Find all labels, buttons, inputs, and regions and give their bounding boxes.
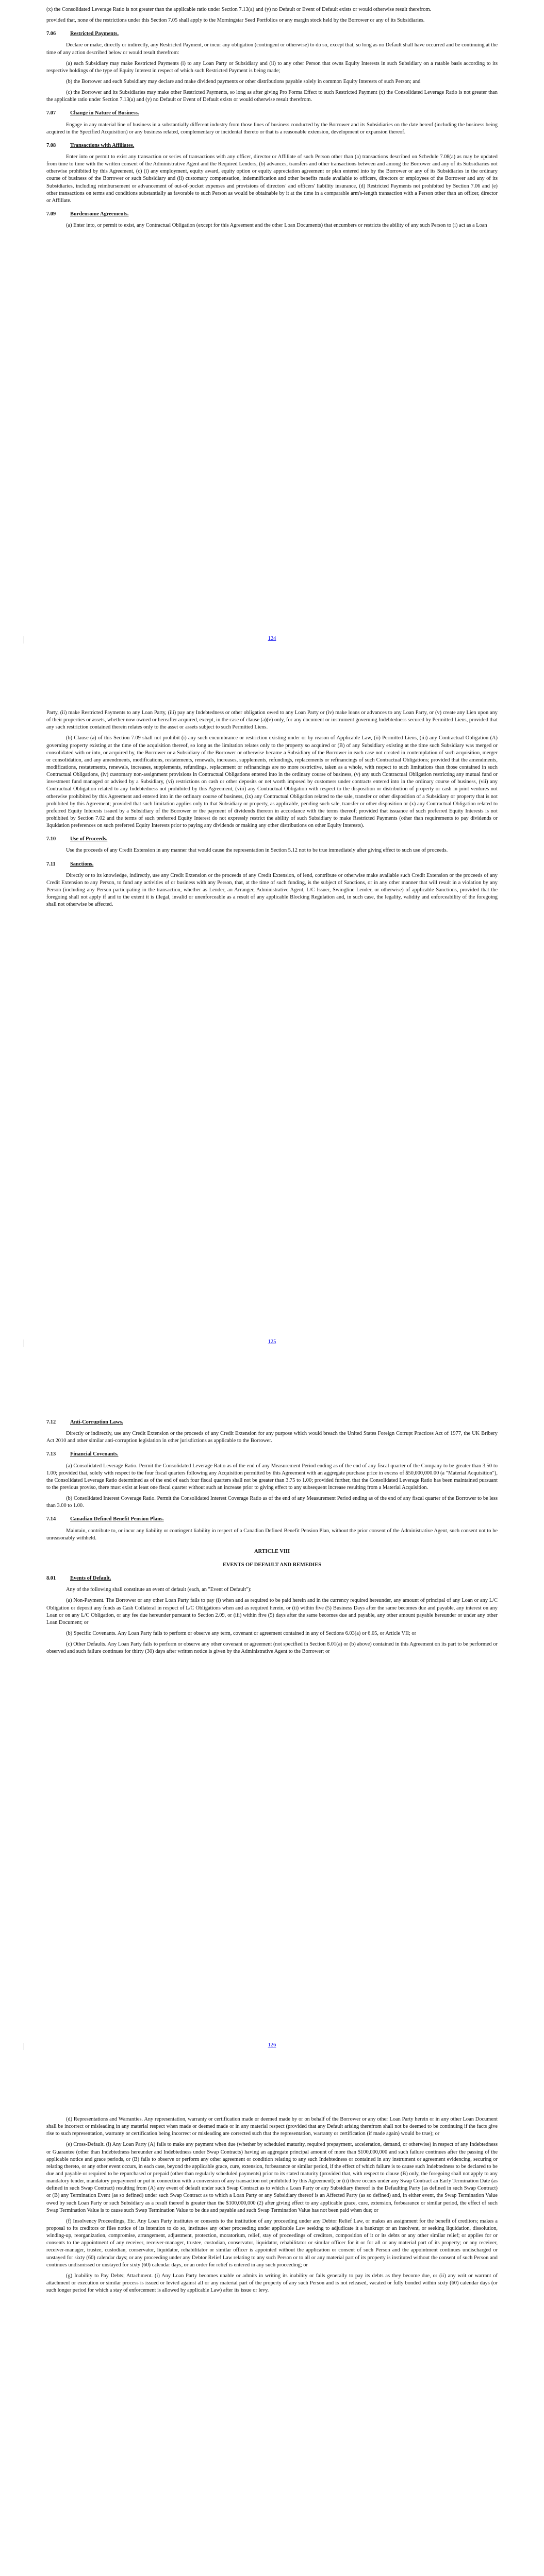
paragraph: (f) Insolvency Proceedings, Etc. Any Loan Party institutes or consents to the institution of any proceeding under any Debtor Relief Law, or makes an assignment for the benefit of creditors; makes a proposal to its creditors or files notice of its intention to do so, institutes any other proceeding under applicable Law seeking to adjudicate it a bankrupt or an insolvent, or seeking liquidation, dissolution, winding-up, reorganization, compromise, arrangement, adjustment, protection, moratorium, relief, stay of proceedings of creditors, composition of it or its debts or any other similar relief; or applies for or consents to the appointment of any receiver, receiver-manager, trustee, custodian, conservator, liquidator, rehabilitator or similar officer for it or for all or any material part of its property; or any receiver, receiver-manager, trustee, custodian, conservator, liquidator, rehabilitator or similar officer is appointed without the application or consent of such Person and the appointment continues undischarged or unstayed for sixty (60) calendar days; or any proceeding under any Debtor Relief Law relating to any such Person or to all or any material part of its property is instituted without the consent of such Person and continues undismissed or unstayed for sixty (60) calendar days, or an order for relief is entered in any such proceeding; or — [46, 2218, 498, 2268]
section-title: Use of Proceeds. — [70, 836, 108, 842]
section-title: Anti-Corruption Laws. — [70, 1419, 123, 1425]
paragraph: Use the proceeds of any Credit Extension in any manner that would cause the representation in Section 5.12 not to be true immediately after giving effect to such use of proceeds. — [66, 848, 448, 854]
section-title: Events of Default. — [70, 1575, 111, 1582]
section-number: 7.10 — [46, 836, 56, 842]
section-number: 7.14 — [46, 1516, 56, 1522]
section-heading-7-11 — [46, 861, 498, 868]
section-number: 7.07 — [46, 110, 56, 116]
page-124 — [0, 0, 544, 703]
paragraph: (x) the Consolidated Leverage Ratio is not greater than the applicable ratio under Section 7.13(a) and (y) no Default or Event of Default exists or would otherwise result therefrom. — [46, 7, 432, 12]
section-heading-7-13 — [46, 1451, 498, 1458]
paragraph: (e) Cross-Default. (i) Any Loan Party (A) fails to make any payment when due (whether by scheduled maturity, required prepayment, acceleration, demand, or otherwise) in respect of any Indebtedness or Guarantee (other than Indebtedness hereunder and Indebtedness under Swap Contracts) having an aggregate principal amount of more than $100,000,000 and such failure continues after the passing of the applicable notice and grace periods, or (B) fails to observe or perform any other agreement or condition relating to any such Indebtedness or contained in any instrument or agreement evidencing, securing or relating thereto, or any other event occurs, in each case, beyond the applicable grace, cure, extension, forbearance or similar period, if the effect of which failure is to cause such Indebtedness to be declared to be due and payable or required to be repurchased or prepaid (other than regularly scheduled payments) prior to its stated maturity (provided that, with respect to clause (B) only, the foregoing shall not apply to any mandatory tender, mandatory prepayment or put in connection with a conversion of any transaction not prohibited by this Agreement); or (ii) there occurs under any Swap Contract an Early Termination Date (as defined in such Swap Contract) resulting from (A) any event of default under such Swap Contract as to which a Loan Party or any Subsidiary thereof is the Defaulting Party (as defined in such Swap Contract) or (B) any Termination Event (as so defined) under such Swap Contract as to which a Loan Party or any Subsidiary thereof is an Affected Party (as so defined) and, in either event, the Swap Termination Value owed by such Loan Party or such Subsidiary as a result thereof is greater than the $100,000,000 (2) after giving effect to any applicable grace, cure, extension, forbearance or similar period, the effect of such Swap Termination Value is to cause such Swap Termination Value to be due and payable and such Swap Termination Value has not been paid when due; or — [46, 2142, 498, 2213]
page-footer — [0, 2042, 544, 2049]
page-number-link[interactable]: 125 — [268, 1338, 276, 1345]
paragraph: Engage in any material line of business in a substantially different industry from those lines of business conducted by the Borrower and its Subsidiaries on the date hereof (including the business being acquired in the Specified Acquisition) or any business related, complementary or incidental thereto or that is a reasonable extension, development or expansion thereof. — [46, 122, 498, 135]
section-title: Financial Covenants. — [70, 1451, 119, 1458]
page-126 — [0, 1406, 544, 2110]
section-number: 7.09 — [46, 211, 56, 217]
section-heading-7-06 — [46, 30, 498, 38]
paragraph: (b) Clause (a) of this Section 7.09 shall not prohibit (i) any such encumbrance or restriction existing under or by reason of Applicable Law, (ii) Permitted Liens, (iii) any Contractual Obligation (A) governing property existing at the time of the acquisition thereof, so long as the limitation relates only to the property so acquired or (B) of any Subsidiary existing at the time such Subsidiary was merged or consolidated with or into, or acquired by, the Borrower or a Subsidiary of the Borrower or otherwise became a Subsidiary of the Borrower in each case not created in contemplation of such acquisition, merger or consolidation, and any amendments, modifications, restatements, renewals, increases, supplements, refundings, replacements or refinancings of such Contractual Obligations; provided that the amendments, modifications, restatements, renewals, increases, supplements, refundings, replacement or refinancings are no more restrictive, taken as a whole, with respect to such limitations than those contained in such Contractual Obligations, (iv) customary non-assignment provisions in Contractual Obligations entered into in the ordinary course of business, (v) any such Contractual Obligation restricting any mutual fund or investment fund managed or advised by a Subsidiary, (vi) restrictions on cash or other deposits or net worth imposed by customers under contracts entered into in the ordinary course of business, (vii) any Contractual Obligation related to any Indebtedness not prohibited by this Agreement, (viii) any Contractual Obligation with respect to the disposition or distribution of property or cash in joint ventures not otherwise prohibited by this Agreement and entered into in the ordinary course of business, (ix) any Contractual Obligation related to the sale, transfer or other disposition of a Subsidiary or property that is not prohibited by this Agreement; provided that such limitation applies only to that Subsidiary or property, as applicable, pending such sale, transfer or other disposition or (x) any Contractual Obligation related to preferred Equity Interests issued by a Subsidiary of the Borrower or the payment of dividends thereon in accordance with the terms thereof; provided that issuance of such preferred Equity Interests is not prohibited by Section 7.02 and the terms of such preferred Equity Interest do not expressly restrict the ability of such Subsidiary to make Restricted Payments (other than requirements to pay dividends or liquidation preferences on such preferred Equity Interests prior to paying any dividends or making any other distributions on other Equity Interests). — [46, 735, 498, 829]
section-number: 7.06 — [46, 31, 56, 37]
paragraph: (a) Consolidated Leverage Ratio. Permit the Consolidated Leverage Ratio as of the end of any Measurement Period ending as of the end of any fiscal quarter of the Company to be greater than 3.50 to 1.00; provided that, solely with respect to the four fiscal quarters following any Acquisition permitted by this Agreement with an aggregate purchase price in excess of $50,000,000.00 (a "Material Acquisition"), the Consolidated Leverage Ratio determined as of the end of each four fiscal quarters shall not be greater than 3.75 to 1.00; provided further, that the Consolidated Leverage Ratio has been maintained pursuant to the previous proviso, there must exist at least one fiscal quarter without such an increase prior to giving effect to any subsequent increase resulting from a Material Acquisition. — [46, 1463, 498, 1490]
section-heading-7-14 — [46, 1516, 498, 1523]
paragraph: Directly or indirectly, use any Credit Extension or the proceeds of any Credit Extension for any purpose which would breach the United States Foreign Corrupt Practices Act of 1977, the UK Bribery Act 2010 and other similar anti-corruption legislation in other jurisdictions as applicable to the Borrower. — [46, 1431, 498, 1444]
section-title: Burdensome Agreements. — [70, 211, 129, 217]
paragraph: (b) Consolidated Interest Coverage Ratio. Permit the Consolidated Interest Coverage Ratio as of the end of any Measurement Period ending as of the end of any fiscal quarter of the Borrower to be less than 3.00 to 1.00. — [46, 1496, 498, 1509]
paragraph: (c) Other Defaults. Any Loan Party fails to perform or observe any other covenant or agreement (not specified in Section 8.01(a) or (b) above) contained in this Agreement on its part to be performed or observed and such failure continues for thirty (30) days after written notice is given by the Administrative Agent to the Borrower; or — [46, 1641, 498, 1655]
article-label: ARTICLE VIII — [254, 1548, 290, 1554]
paragraph: (c) the Borrower and its Subsidiaries may make other Restricted Payments, so long as after giving Pro Forma Effect to such Restricted Payment (x) the Consolidated Leverage Ratio is not greater than the applicable ratio under Section 7.13(a) and (y) no Default or Event of Default exists or would otherwise result therefrom. — [46, 90, 498, 103]
section-number: 7.13 — [46, 1451, 56, 1458]
page-number-link[interactable]: 124 — [268, 635, 276, 641]
section-heading-7-07 — [46, 110, 498, 117]
section-number: 8.01 — [46, 1575, 56, 1582]
paragraph: Enter into or permit to exist any transaction or series of transactions with any officer, director or Affiliate of such Person other than (a) transactions described on Schedule 7.08(a) as may be updated from time to time with the written consent of the Administrative Agent and the Required Lenders, (b) advances, transfers and other transactions between and among the Borrower and any of its Subsidiaries not otherwise prohibited by this Agreement, (c) (i) any employment, equity award, equity option or equity appreciation agreement or plan entered into by the Borrower or any of its Subsidiaries in the ordinary course of business of the Borrower or such Subsidiary and (ii) customary compensation, indemnification and other benefits made available to officers, directors or employees of the Borrower and any of its Subsidiaries, including reimbursement or advancement of out-of-pocket expenses and provisions of directors' and officers' liability insurance, (d) Restricted Payments not prohibited by Section 7.06 and (e) other transactions on terms and conditions substantially as favorable to such Person as would be obtainable by it at the time in a comparable arm's-length transaction with a Person other than an officer, director or Affiliate. — [46, 154, 498, 204]
paragraph: Party, (ii) make Restricted Payments to any Loan Party, (iii) pay any Indebtedness or other obligation owed to any Loan Party or (iv) make loans or advances to any Loan Party, or (v) create any Lien upon any of their properties or assets, whether now owned or hereafter acquired, except, in the case of clause (a)(v) only, for any document or instrument governing Indebtedness secured by Permitted Liens, provided that any such restriction contained therein relates only to the asset or assets subject to such Permitted Liens. — [46, 710, 498, 731]
section-heading-7-12 — [46, 1419, 498, 1426]
section-heading-8-01 — [46, 1575, 498, 1582]
section-title: Change in Nature of Business. — [70, 110, 139, 116]
paragraph: (b) Specific Covenants. Any Loan Party fails to perform or observe any term, covenant or agreement contained in any of Sections 6.03(a) or 6.05, or Article VII; or — [66, 1630, 417, 1636]
section-heading-7-08 — [46, 142, 498, 149]
paragraph: (g) Inability to Pay Debts; Attachment. (i) Any Loan Party becomes unable or admits in writing its inability or fails generally to pay its debts as they become due, or (ii) any writ or warrant of attachment or execution or similar process is issued or levied against all or any material part of the property of any such Person and is not released, vacated or fully bonded within sixty (60) calendar days (or such longer period for which a stay of enforcement is allowed by applicable Law) after its issue or levy. — [46, 2273, 498, 2294]
section-number: 7.12 — [46, 1419, 56, 1425]
page-footer — [0, 635, 544, 642]
section-heading-7-09 — [46, 211, 498, 218]
paragraph: (b) the Borrower and each Subsidiary may declare and make dividend payments or other distributions payable solely in common Equity Interests of such Person; and — [66, 78, 421, 84]
section-title: Sanctions. — [70, 861, 94, 867]
article-title: EVENTS OF DEFAULT AND REMEDIES — [222, 1562, 322, 1568]
section-title: Transactions with Affiliates. — [70, 142, 135, 148]
section-heading-7-10 — [46, 836, 498, 843]
paragraph: (a) Enter into, or permit to exist, any Contractual Obligation (except for this Agreement and the other Loan Documents) that encumbers or restricts the ability of any such Person to (i) act as a Loan — [66, 223, 487, 229]
paragraph: (d) Representations and Warranties. Any representation, warranty or certification made or deemed made by or on behalf of the Borrower or any other Loan Party herein or in any other Loan Document shall be incorrect or misleading in any material respect when made or deemed made or in any material respect (provided that any Default arising therefrom shall not be deemed to be continuing if the facts give rise to such representation, warranty or certification being incorrect or misleading are corrected such that the representation, warranty or certification (if made again) would be true); or — [46, 2116, 498, 2137]
page-number-link[interactable]: 126 — [268, 2042, 276, 2048]
paragraph: (a) each Subsidiary may make Restricted Payments (i) to any Loan Party or Subsidiary and (ii) to any other Person that owns Equity Interests in such Subsidiary on a ratable basis according to its respective holdings of the type of Equity Interest in respect of which such Restricted Payment is being made; — [46, 60, 498, 74]
section-number: 7.11 — [46, 861, 56, 867]
paragraph: Directly or to its knowledge, indirectly, use any Credit Extension or the proceeds of any Credit Extension, of lend, contribute or otherwise make available such Credit Extension or the proceeds of any Credit Extension to any Person, to fund any activities of or business with any Person, that, at the time of such funding, is the subject of Sanctions, or in any other manner that will result in a violation by any Person (including any Person participating in the transaction, whether as Lender, an Arranger, Administrative Agent, L/C Issuer, Swingline Lender, or otherwise) of applicable Sanctions, provided that the foregoing shall not apply if and to the extent it is illegal, invalid or unenforceable as a result of any applicable Blocking Regulation and, in such case, the legality, validity and enforceability of the foregoing shall not otherwise be affected. — [46, 872, 498, 908]
page-footer — [0, 1338, 544, 1346]
paragraph: Maintain, contribute to, or incur any liability or contingent liability in respect of a Canadian Defined Benefit Pension Plan, without the prior consent of the Administrative Agent, such consent not to be unreasonably withheld. — [46, 1528, 498, 1541]
paragraph: Any of the following shall constitute an event of default (each, an "Event of Default"): — [66, 1587, 252, 1593]
section-number: 7.08 — [46, 142, 56, 148]
paragraph: (a) Non-Payment. The Borrower or any other Loan Party fails to pay (i) when and as required to be paid herein and in the currency required hereunder, any amount of principal of any Loan or any L/C Obligation or deposit any funds as Cash Collateral in respect of L/C Obligations when and as required herein, or (ii) within five (5) Business Days after the same becomes due and payable, any interest on any Loan or on any L/C Obligation, or any fee due hereunder pursuant to Section 2.09, or (iii) within five (5) days after the same becomes due and payable, any other amount payable hereunder or under any other Loan Document; or — [46, 1598, 498, 1625]
page-127 — [0, 2110, 544, 2576]
page-125 — [0, 703, 544, 1406]
section-title: Canadian Defined Benefit Pension Plans. — [70, 1516, 164, 1522]
paragraph: provided that, none of the restrictions under this Section 7.05 shall apply to the Morningstar Seed Portfolios or any margin stock held by the Borrower or any of its Subsidiaries. — [46, 18, 425, 24]
paragraph: Declare or make, directly or indirectly, any Restricted Payment, or incur any obligation (contingent or otherwise) to do so, except that, so long as no Default shall have occurred and be continuing at the time of any action described below or would result therefrom: — [46, 42, 498, 56]
section-title: Restricted Payments. — [70, 31, 119, 37]
